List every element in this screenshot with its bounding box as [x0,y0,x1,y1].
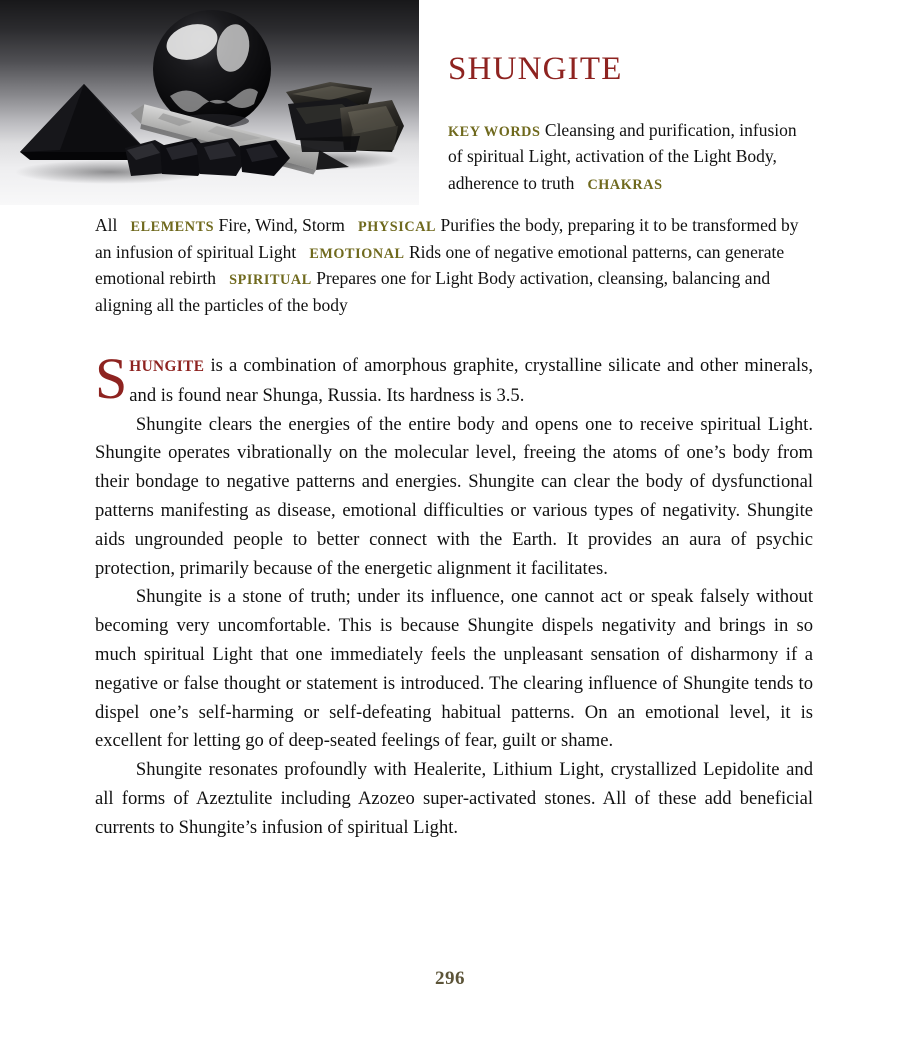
spiritual-value: Prepares one for Light Body activation, cleansing, balancing and aligning all the particles of the body [95,268,771,315]
spiritual-label: SPIRITUAL [229,272,312,289]
page-number: 296 [435,968,465,989]
emotional-label: EMOTIONAL [309,245,405,262]
paragraph-1-text: is a combination of amorphous graphite, crystalline silicate and other minerals, and is found near Shunga, Russia. Its hardness is 3.5. [129,355,813,406]
key-words-label: KEY WORDS [448,123,541,140]
key-words-block [448,117,813,197]
body-paragraph-4: Shungite resonates profoundly with Healerite, Lithium Light, crystallized Lepidolite and all forms of Azeztulite including Azozeo super-activated stones. All of these add beneficial currents to Shungite’s infusion of spiritual Light. [95,759,813,838]
key-words-value: Cleansing and purification, infusion of spiritual Light, activation of the Light Body, adherence to truth [448,119,797,193]
chakras-label: CHAKRAS [587,176,663,193]
stone-heading-column [448,52,813,196]
page-title: SHUNGITE [448,51,623,87]
body-paragraph-1 [95,346,813,411]
chakras-value: All [95,215,118,235]
body-paragraph-2: Shungite clears the energies of the entire body and opens one to receive spiritual Light. Shungite operates vibrationally on the molecular level, freeing the atoms of one’s body from their bondage to negative patterns and energies. Shungite can clear the body of dysfunctional patterns manifesting as disease, emotional difficulties or various types of negativity. Shungite aids ungrounded people to better connect with the Earth. It provides an aura of psychic protection, primarily because of the energetic alignment it facilitates. [95,413,813,579]
emotional-value: Rids one of negative emotional patterns, can generate emotional rebirth [95,241,785,289]
physical-value: Purifies the body, preparing it to be transformed by an infusion of spiritual Light [95,215,799,262]
shungite-specimens-photo [0,0,419,205]
attributes-block [95,212,813,318]
body-paragraph-3: Shungite is a stone of truth; under its influence, one cannot act or speak falsely without becoming very uncomfortable. This is because Shungite dispels negativity and brings in so much spiritual Light that one immediately feels the unpleasant sensation of disharmony if a negative or false thought or statement is introduced. The clearing influence of Shungite tends to dispel one’s self-harming or self-defeating habitual patterns. On an emotional level, it is excellent for letting go of deep-seated feelings of fear, guilt or shame. [95,586,813,752]
physical-label: PHYSICAL [358,219,437,235]
elements-label: ELEMENTS [130,219,215,235]
body-text-column [95,346,813,843]
elements-value: Fire, Wind, Storm [218,215,345,235]
drop-cap: S [95,346,128,411]
lead-smallcaps: HUNGITE [129,358,205,375]
